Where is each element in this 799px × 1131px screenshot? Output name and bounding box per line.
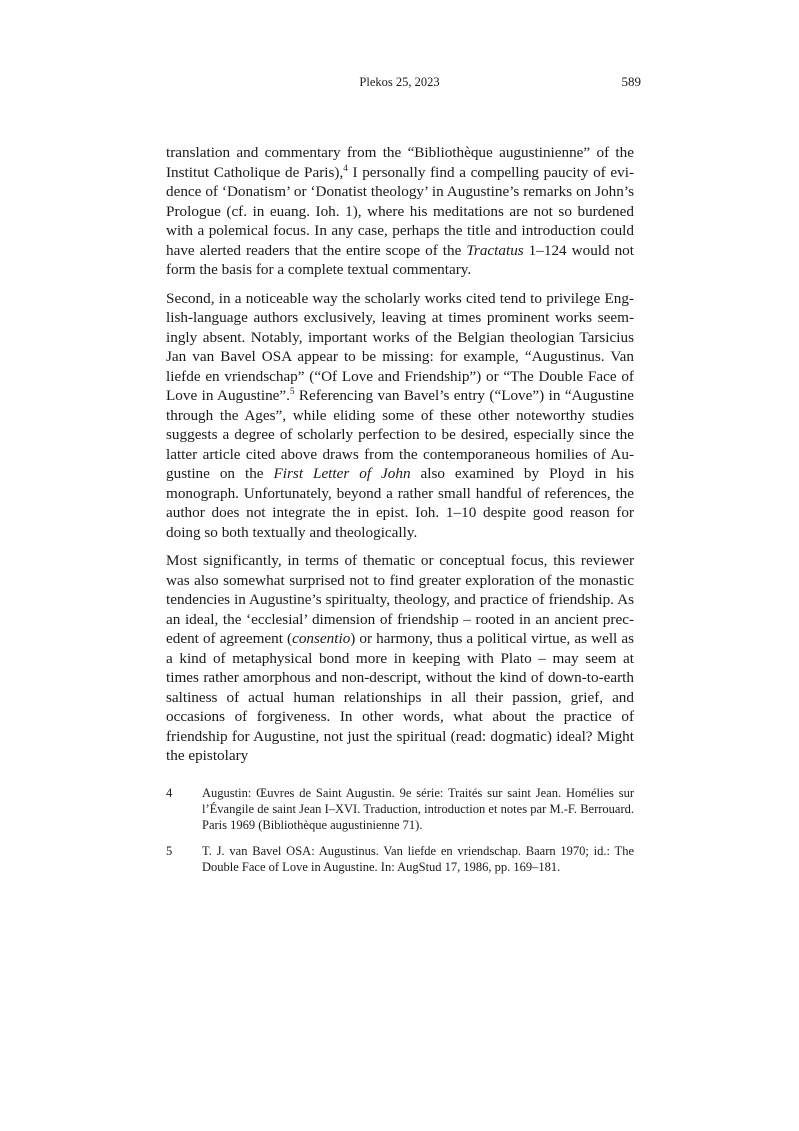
footnotes — [166, 785, 634, 885]
footnote-number: 5 — [166, 844, 173, 858]
footnote-text: Augustin: Œuvres de Saint Augustin. 9e série: Traités sur saint Jean. Homélies sur l’Évangile de saint Jean I–XVI. Traduction, introduction et notes par M.-F. Berrouard. Paris 1969 (Bibliothèque augustinienne 71). — [202, 786, 634, 832]
page-header — [0, 74, 799, 94]
footnote-number: 4 — [166, 786, 173, 800]
footnote-ref-4[interactable]: 4 — [343, 162, 348, 173]
paragraph-2 — [166, 289, 634, 543]
text-run: Most significantly, in terms of thematic or conceptual focus, this reviewer was also somewhat surprised not to find greater exploration of the monastic tendencies in Augustine’s spiritualty, theology, and practice of friendship. As an ideal, the ‘ecclesial’ dimension of friendship – rooted in an ancient precedent of agreement ( — [166, 552, 634, 647]
page-number: 589 — [621, 74, 641, 89]
main-text — [166, 143, 634, 766]
text-run: Second, in a noticeable way the scholarly works cited tend to privilege English-language authors exclusively, leaving at times prominent works seemingly absent. Notably, important works of the Belgian theologian Tarsicius Jan van Bavel OSA appear to be missing: for example, “Augustinus. Van liefde en vriendschap” (“Of Love and Friendship”) or “The Double Face of Love in Augustine”. — [166, 289, 634, 404]
italic-title: Tractatus — [466, 241, 524, 259]
text-run: translation and commentary from the “Bibliothèque augustinienne” of the Institut Catholique de Paris), — [166, 144, 634, 181]
running-head: Plekos 25, 2023 — [359, 75, 440, 89]
text-run: 1–124 would not form the basis for a complete textual commentary. — [166, 241, 634, 278]
footnote-5 — [166, 843, 634, 875]
footnote-ref-5[interactable]: 5 — [289, 386, 295, 396]
paragraph-1 — [166, 143, 634, 280]
italic-title: First Letter of John — [273, 465, 411, 482]
footnote-text: T. J. van Bavel OSA: Augustinus. Van liefde en vriendschap. Baarn 1970; id.: The Double Face of Love in Augustine. In: AugStud 17, 1986, pp. 169–181. — [202, 844, 634, 874]
italic-term: consentio — [292, 630, 351, 647]
footnote-4 — [166, 785, 634, 833]
text-run: also examined by Ployd in his monograph. Unfortunately, beyond a rather small handful of references, the author does not integrate the in epist. Ioh. 1–10 despite good reason for doing so both textually and theologically. — [166, 465, 634, 541]
text-run: ) or harmony, thus a political virtue, as well as a kind of metaphysical bond more in keeping with Plato – may seem at times rather amorphous and non-descript, without the kind of down-to-earth saltiness of actual human relationships in all their passion, grief, and occasions of forgiveness. In other words, what about the practice of friendship for Augustine, not just the spiritual (read: dogmatic) ideal? Might the epistolary — [166, 630, 634, 764]
text-run: Referencing van Bavel’s entry (“Love”) in “Augustine through the Ages”, while eliding some of these other noteworthy studies suggests a degree of scholarly perfection to be desired, especially since the latter article cited above draws from the contemporaneous homilies of Augustine on the — [166, 387, 634, 482]
paragraph-3 — [166, 551, 634, 766]
text-run: I personally find a compelling paucity of evidence of ‘Donatism’ or ‘Donatist theology’ in Augustine’s remarks on John’s Prologue (cf. in euang. Ioh. 1), where his meditations are not so burdened with a polemical focus. In any case, perhaps the title and introduction could have alerted readers that the entire scope of the — [166, 163, 635, 259]
